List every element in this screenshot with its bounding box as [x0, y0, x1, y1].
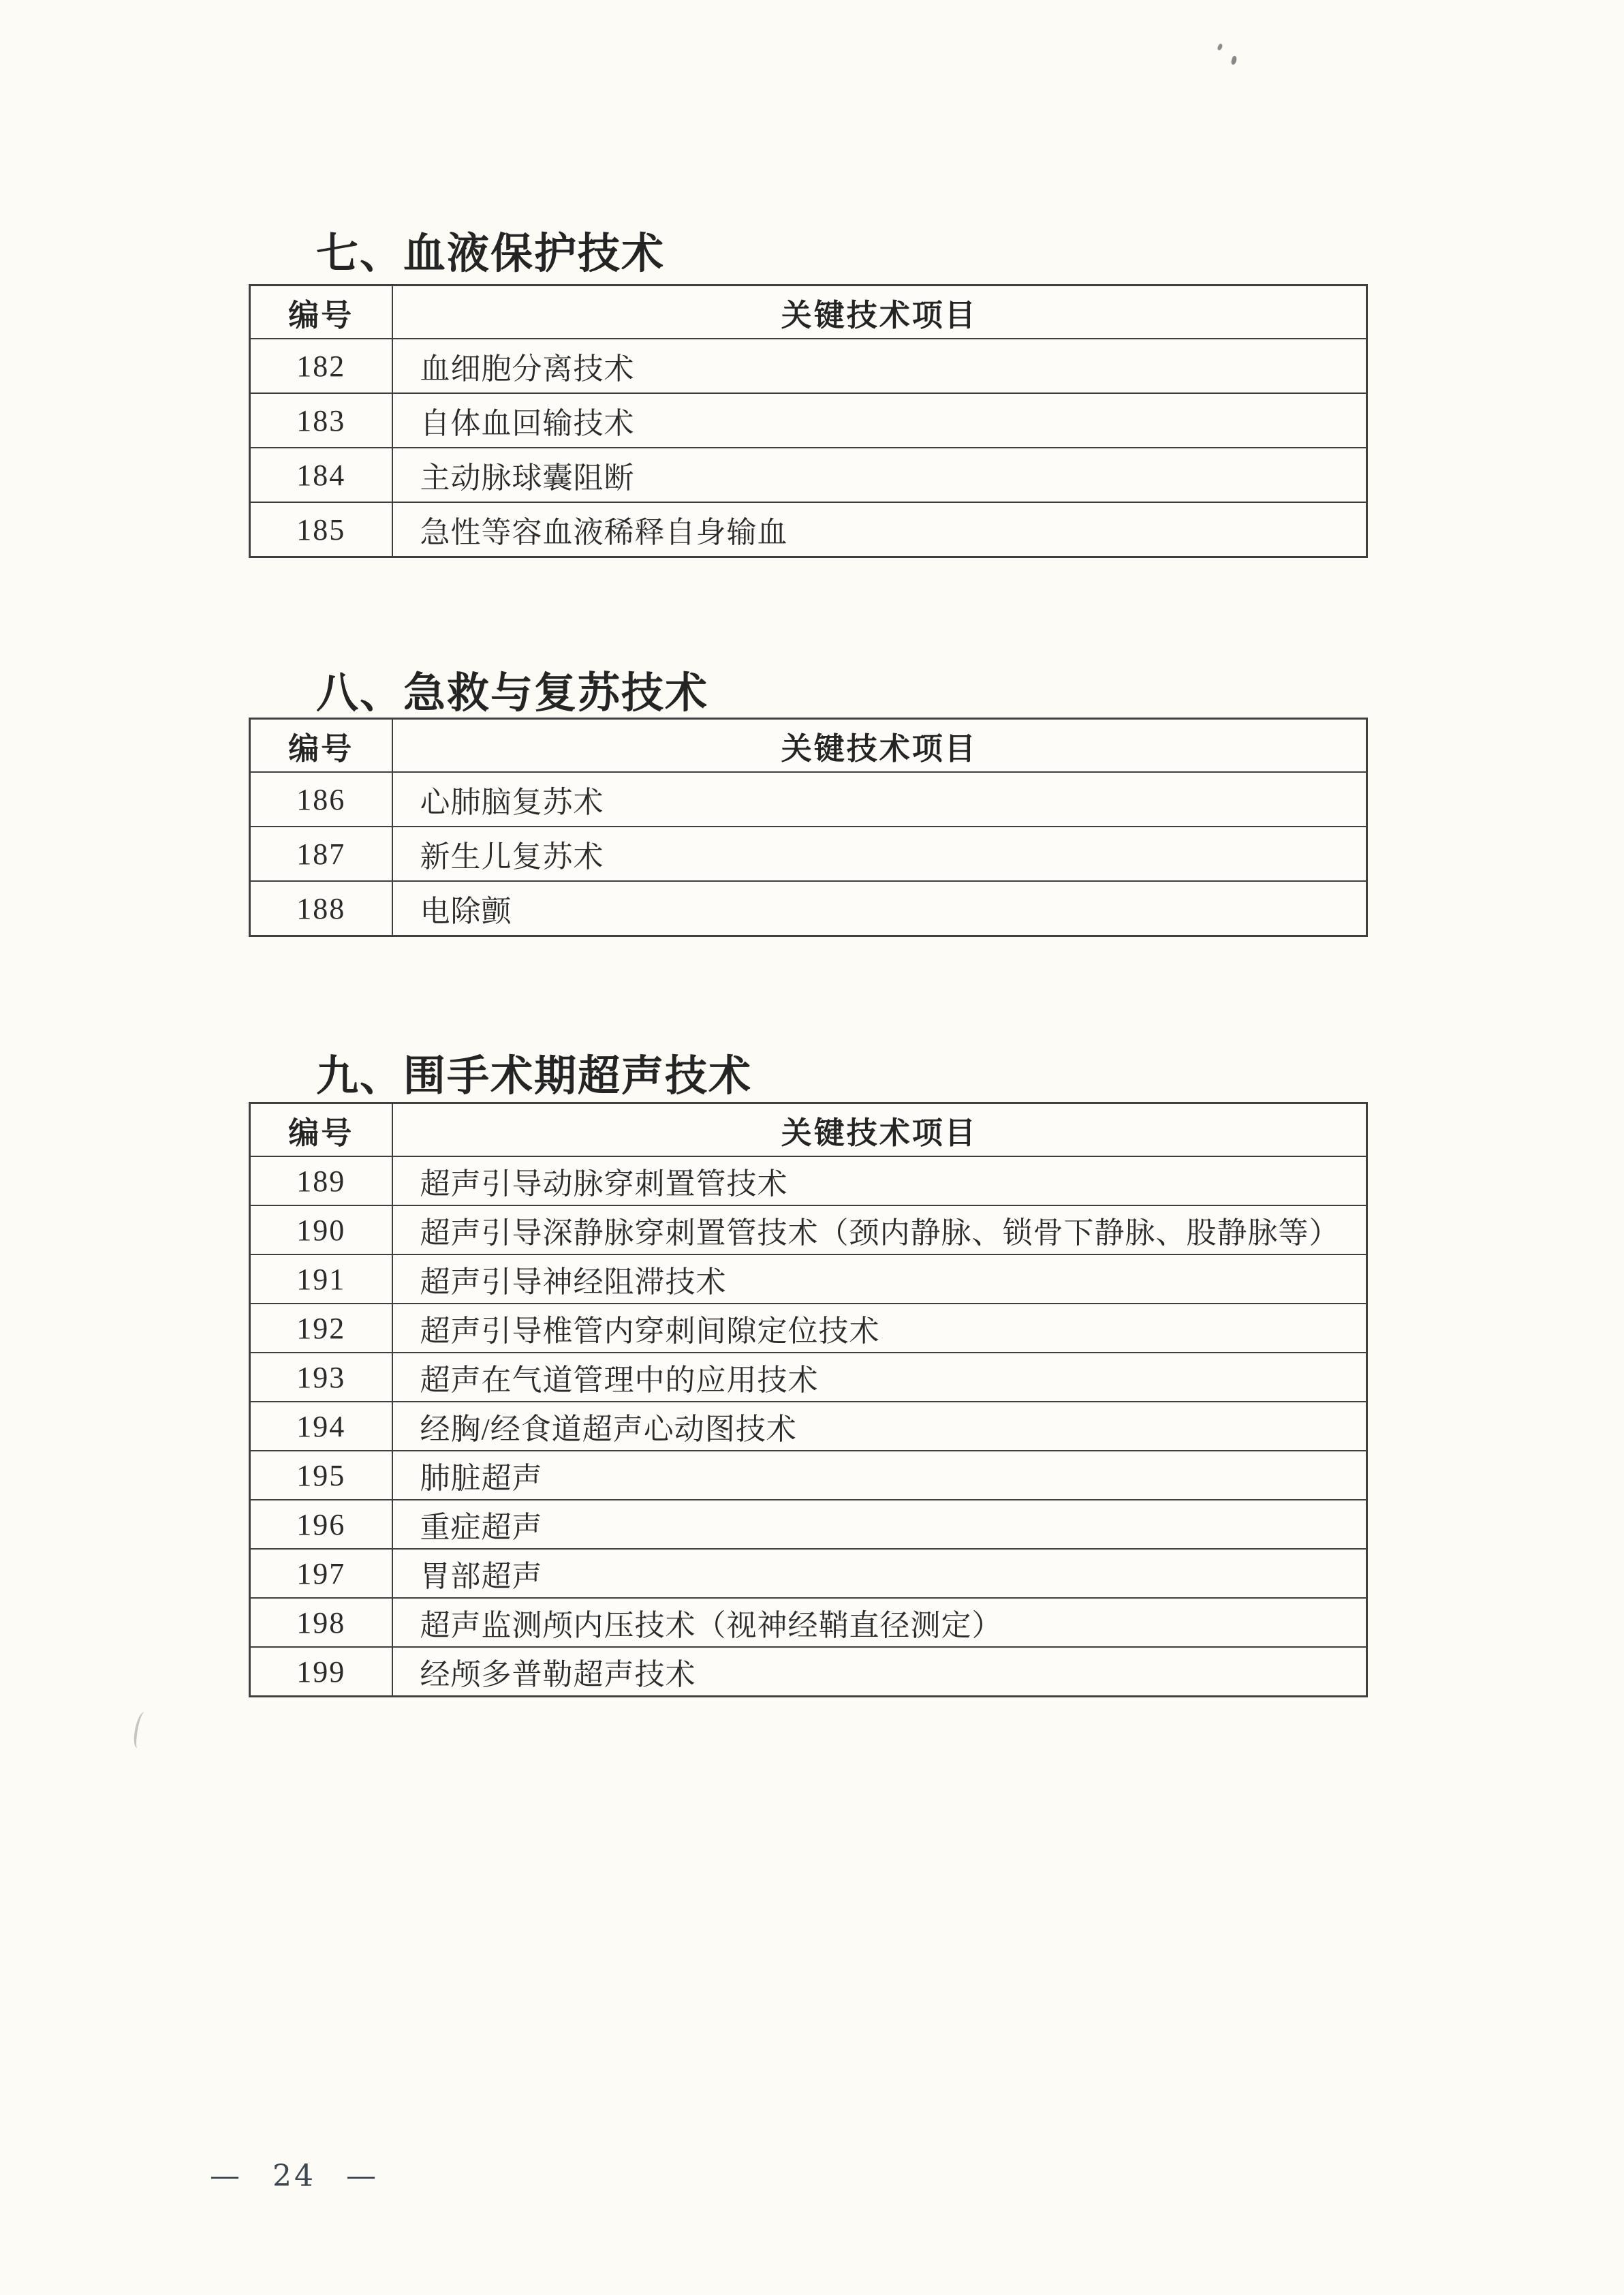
row-tech-name: 超声引导椎管内穿刺间隙定位技术 — [392, 1304, 1367, 1353]
row-number: 182 — [250, 339, 392, 393]
table-row — [250, 1304, 1367, 1353]
section-title: 九、围手术期超声技术 — [316, 1053, 753, 1100]
row-number: 198 — [250, 1598, 392, 1647]
table-row — [250, 1647, 1367, 1697]
emergency-resuscitation-table — [249, 718, 1368, 937]
row-tech-name: 超声监测颅内压技术（视神经鞘直径测定） — [392, 1598, 1367, 1647]
section-perioperative-ultrasound — [0, 1051, 1624, 1102]
row-number: 189 — [250, 1156, 392, 1205]
row-tech-name: 超声在气道管理中的应用技术 — [392, 1353, 1367, 1402]
table-row — [250, 448, 1367, 502]
table-row — [250, 1402, 1367, 1451]
row-tech-name: 心肺脑复苏术 — [392, 772, 1367, 827]
row-number: 191 — [250, 1254, 392, 1304]
row-tech-name: 胃部超声 — [392, 1549, 1367, 1598]
row-number: 196 — [250, 1500, 392, 1549]
row-number: 187 — [250, 827, 392, 881]
table-header-row — [250, 286, 1367, 339]
row-tech-name: 经颅多普勒超声技术 — [392, 1647, 1367, 1697]
row-number: 188 — [250, 881, 392, 936]
scan-speck — [1217, 43, 1223, 51]
scan-speck — [1230, 55, 1238, 65]
table-row — [250, 881, 1367, 936]
table-row — [250, 772, 1367, 827]
column-header-tech: 关键技术项目 — [392, 286, 1367, 339]
row-tech-name: 新生儿复苏术 — [392, 827, 1367, 881]
row-tech-name: 自体血回输技术 — [392, 393, 1367, 448]
table-row — [250, 1353, 1367, 1402]
row-tech-name: 经胸/经食道超声心动图技术 — [392, 1402, 1367, 1451]
table-row — [250, 502, 1367, 557]
column-header-number: 编号 — [250, 719, 392, 773]
row-tech-name: 血细胞分离技术 — [392, 339, 1367, 393]
table-row — [250, 339, 1367, 393]
table-row — [250, 827, 1367, 881]
perioperative-ultrasound-table — [249, 1102, 1368, 1697]
column-header-number: 编号 — [250, 1103, 392, 1157]
column-header-tech: 关键技术项目 — [392, 1103, 1367, 1157]
row-tech-name: 电除颤 — [392, 881, 1367, 936]
row-tech-name: 主动脉球囊阻断 — [392, 448, 1367, 502]
row-number: 184 — [250, 448, 392, 502]
row-number: 190 — [250, 1205, 392, 1254]
row-number: 186 — [250, 772, 392, 827]
table-row — [250, 1598, 1367, 1647]
row-number: 193 — [250, 1353, 392, 1402]
table-row — [250, 1156, 1367, 1205]
row-number: 194 — [250, 1402, 392, 1451]
row-number: 199 — [250, 1647, 392, 1697]
row-tech-name: 超声引导深静脉穿刺置管技术（颈内静脉、锁骨下静脉、股静脉等） — [392, 1205, 1367, 1254]
row-number: 185 — [250, 502, 392, 557]
table-header-row — [250, 719, 1367, 773]
row-tech-name: 重症超声 — [392, 1500, 1367, 1549]
table-row — [250, 393, 1367, 448]
scan-mark — [132, 1711, 149, 1749]
row-tech-name: 超声引导神经阻滞技术 — [392, 1254, 1367, 1304]
section-title: 七、血液保护技术 — [316, 231, 666, 277]
row-number: 183 — [250, 393, 392, 448]
table-header-row — [250, 1103, 1367, 1157]
table-row — [250, 1254, 1367, 1304]
row-number: 197 — [250, 1549, 392, 1598]
row-tech-name: 急性等容血液稀释自身输血 — [392, 502, 1367, 557]
table-row — [250, 1205, 1367, 1254]
blood-protection-table — [249, 284, 1368, 558]
table-row — [250, 1500, 1367, 1549]
column-header-number: 编号 — [250, 286, 392, 339]
column-header-tech: 关键技术项目 — [392, 719, 1367, 773]
section-emergency-resuscitation — [0, 668, 1624, 719]
section-blood-protection — [0, 229, 1624, 279]
table-row — [250, 1451, 1367, 1500]
section-title: 八、急救与复苏技术 — [316, 671, 709, 717]
table-row — [250, 1549, 1367, 1598]
row-tech-name: 超声引导动脉穿刺置管技术 — [392, 1156, 1367, 1205]
row-tech-name: 肺脏超声 — [392, 1451, 1367, 1500]
row-number: 195 — [250, 1451, 392, 1500]
page-number: — 24 — — [210, 2159, 379, 2193]
row-number: 192 — [250, 1304, 392, 1353]
